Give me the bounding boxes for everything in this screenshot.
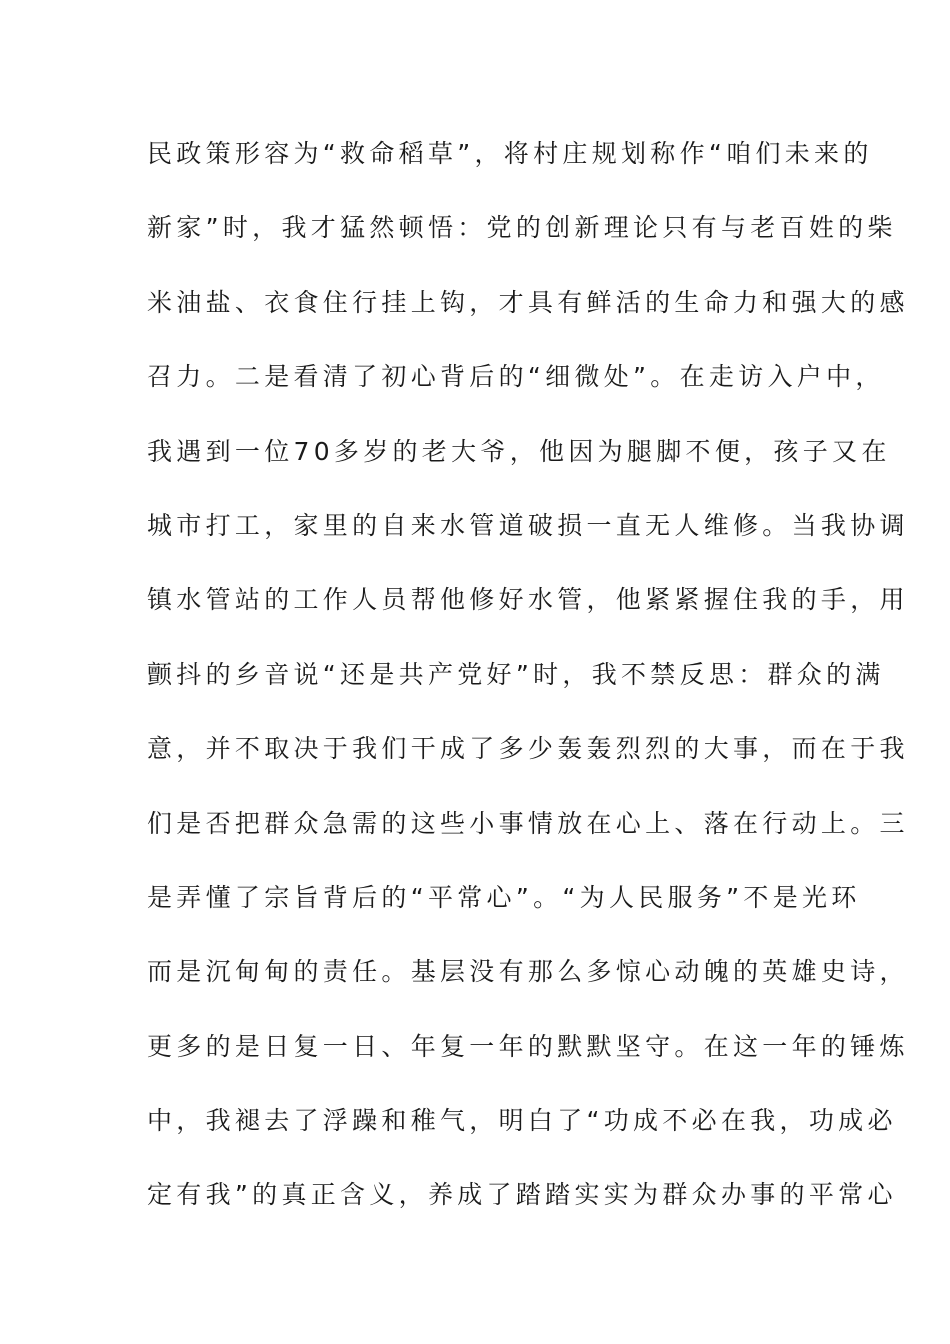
text-line: 镇水管站的工作人员帮他修好水管，他紧紧握住我的手，用 — [147, 585, 909, 615]
text-line: 我遇到一位70多岁的老大爷，他因为腿脚不便，孩子又在 — [147, 436, 891, 466]
text-line: 们是否把群众急需的这些小事情放在心上、落在行动上。三 — [147, 808, 909, 838]
text-line: 中，我褪去了浮躁和稚气，明白了“功成不必在我，功成必 — [147, 1106, 897, 1136]
body-paragraph — [147, 130, 909, 1246]
text-line: 召力。二是看清了初心背后的“细微处”。在走访入户中， — [147, 362, 885, 392]
text-line: 颤抖的乡音说“还是共产党好”时，我不禁反思：群众的满 — [147, 659, 885, 689]
text-line: 城市打工，家里的自来水管道破损一直无人维修。当我协调 — [147, 510, 909, 540]
text-line: 民政策形容为“救命稻草”，将村庄规划称作“咱们未来的 — [147, 139, 873, 168]
text-line: 定有我”的真正含义，养成了踏踏实实为群众办事的平常心 — [147, 1180, 897, 1210]
text-line: 意，并不取决于我们干成了多少轰轰烈烈的大事，而在于我 — [147, 734, 909, 764]
text-line: 更多的是日复一日、年复一年的默默坚守。在这一年的锤炼 — [147, 1031, 909, 1061]
text-line: 而是沉甸甸的责任。基层没有那么多惊心动魄的英雄史诗， — [147, 957, 909, 987]
text-line: 米油盐、衣食住行挂上钩，才具有鲜活的生命力和强大的感 — [147, 287, 909, 317]
text-line: 是弄懂了宗旨背后的“平常心”。“为人民服务”不是光环 — [147, 882, 861, 912]
text-line: 新家”时，我才猛然顿悟：党的创新理论只有与老百姓的柴 — [147, 213, 897, 243]
